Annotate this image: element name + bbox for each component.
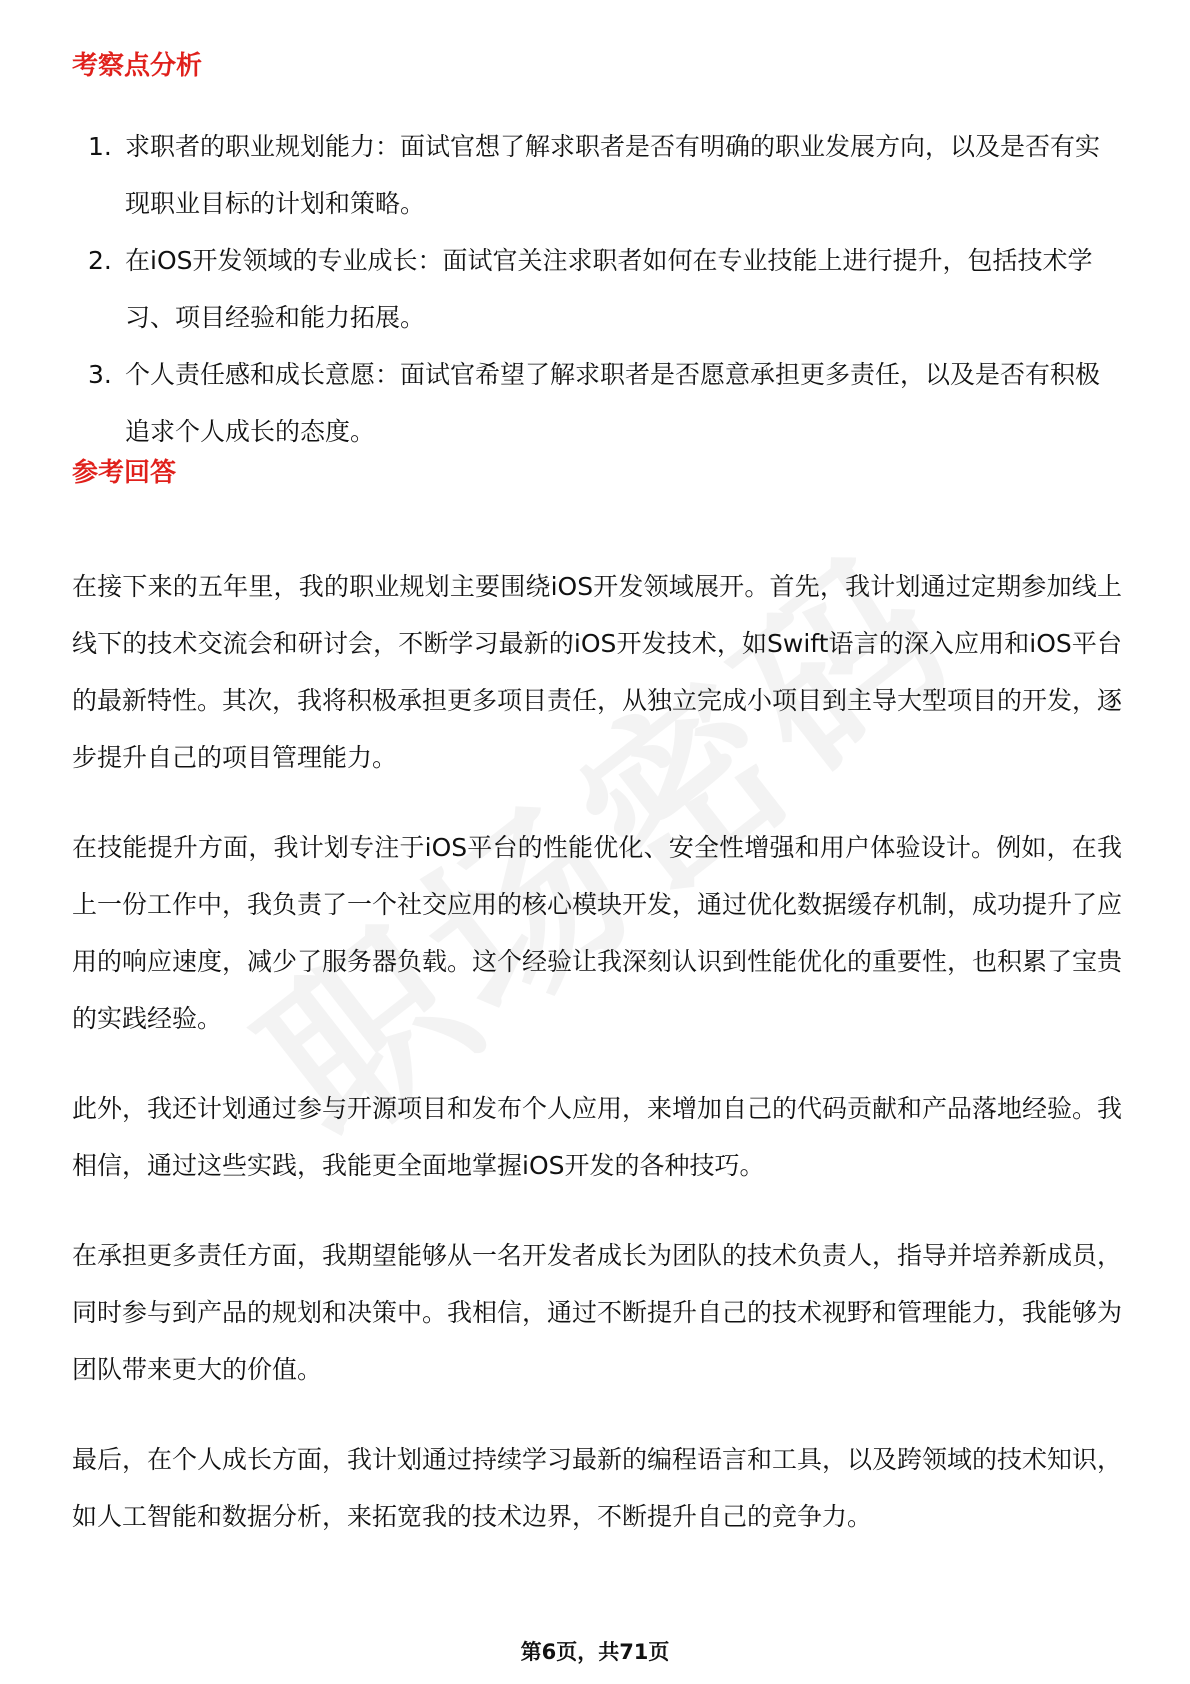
item-text: 个人责任感和成长意愿：面试官希望了解求职者是否愿意承担更多责任，以及是否有积极追求个人成长的态度。 — [125, 360, 1101, 446]
list-item — [72, 232, 1122, 346]
page-indicator: 第6页，共71页 — [520, 1640, 670, 1664]
answer-paragraph: 最后，在个人成长方面，我计划通过持续学习最新的编程语言和工具，以及跨领域的技术知识，如人工智能和数据分析，来拓宽我的技术边界，不断提升自己的竞争力。 — [72, 1445, 1123, 1531]
item-number: 2. — [88, 246, 112, 275]
answer-paragraph: 在接下来的五年里，我的职业规划主要围绕iOS开发领域展开。首先，我计划通过定期参加线上线下的技术交流会和研讨会，不断学习最新的iOS开发技术，如Swift语言的深入应用和iOS平台的最新特性。其次，我将积极承担更多项目责任，从独立完成小项目到主导大型项目的开发，逐步提升自己的项目管理能力。 — [72, 572, 1123, 772]
answer-paragraph: 此外，我还计划通过参与开源项目和发布个人应用，来增加自己的代码贡献和产品落地经验。我相信，通过这些实践，我能更全面地掌握iOS开发的各种技巧。 — [72, 1094, 1123, 1180]
item-text: 求职者的职业规划能力：面试官想了解求职者是否有明确的职业发展方向，以及是否有实现职业目标的计划和策略。 — [125, 132, 1101, 218]
list-item — [72, 346, 1122, 460]
item-text: 在iOS开发领域的专业成长：面试官关注求职者如何在专业技能上进行提升，包括技术学习、项目经验和能力拓展。 — [125, 246, 1093, 332]
answer-body — [72, 558, 1122, 1578]
analysis-heading: 考察点分析 — [72, 51, 203, 81]
answer-paragraph: 在技能提升方面，我计划专注于iOS平台的性能优化、安全性增强和用户体验设计。例如，在我上一份工作中，我负责了一个社交应用的核心模块开发，通过优化数据缓存机制，成功提升了应用的响应速度，减少了服务器负载。这个经验让我深刻认识到性能优化的重要性，也积累了宝贵的实践经验。 — [72, 833, 1123, 1033]
list-item — [72, 118, 1122, 232]
analysis-list — [72, 118, 1122, 460]
answer-heading: 参考回答 — [72, 458, 177, 488]
item-number: 1. — [88, 132, 112, 161]
answer-paragraph: 在承担更多责任方面，我期望能够从一名开发者成长为团队的技术负责人，指导并培养新成员，同时参与到产品的规划和决策中。我相信，通过不断提升自己的技术视野和管理能力，我能够为团队带来更大的价值。 — [72, 1241, 1123, 1384]
item-number: 3. — [88, 360, 112, 389]
